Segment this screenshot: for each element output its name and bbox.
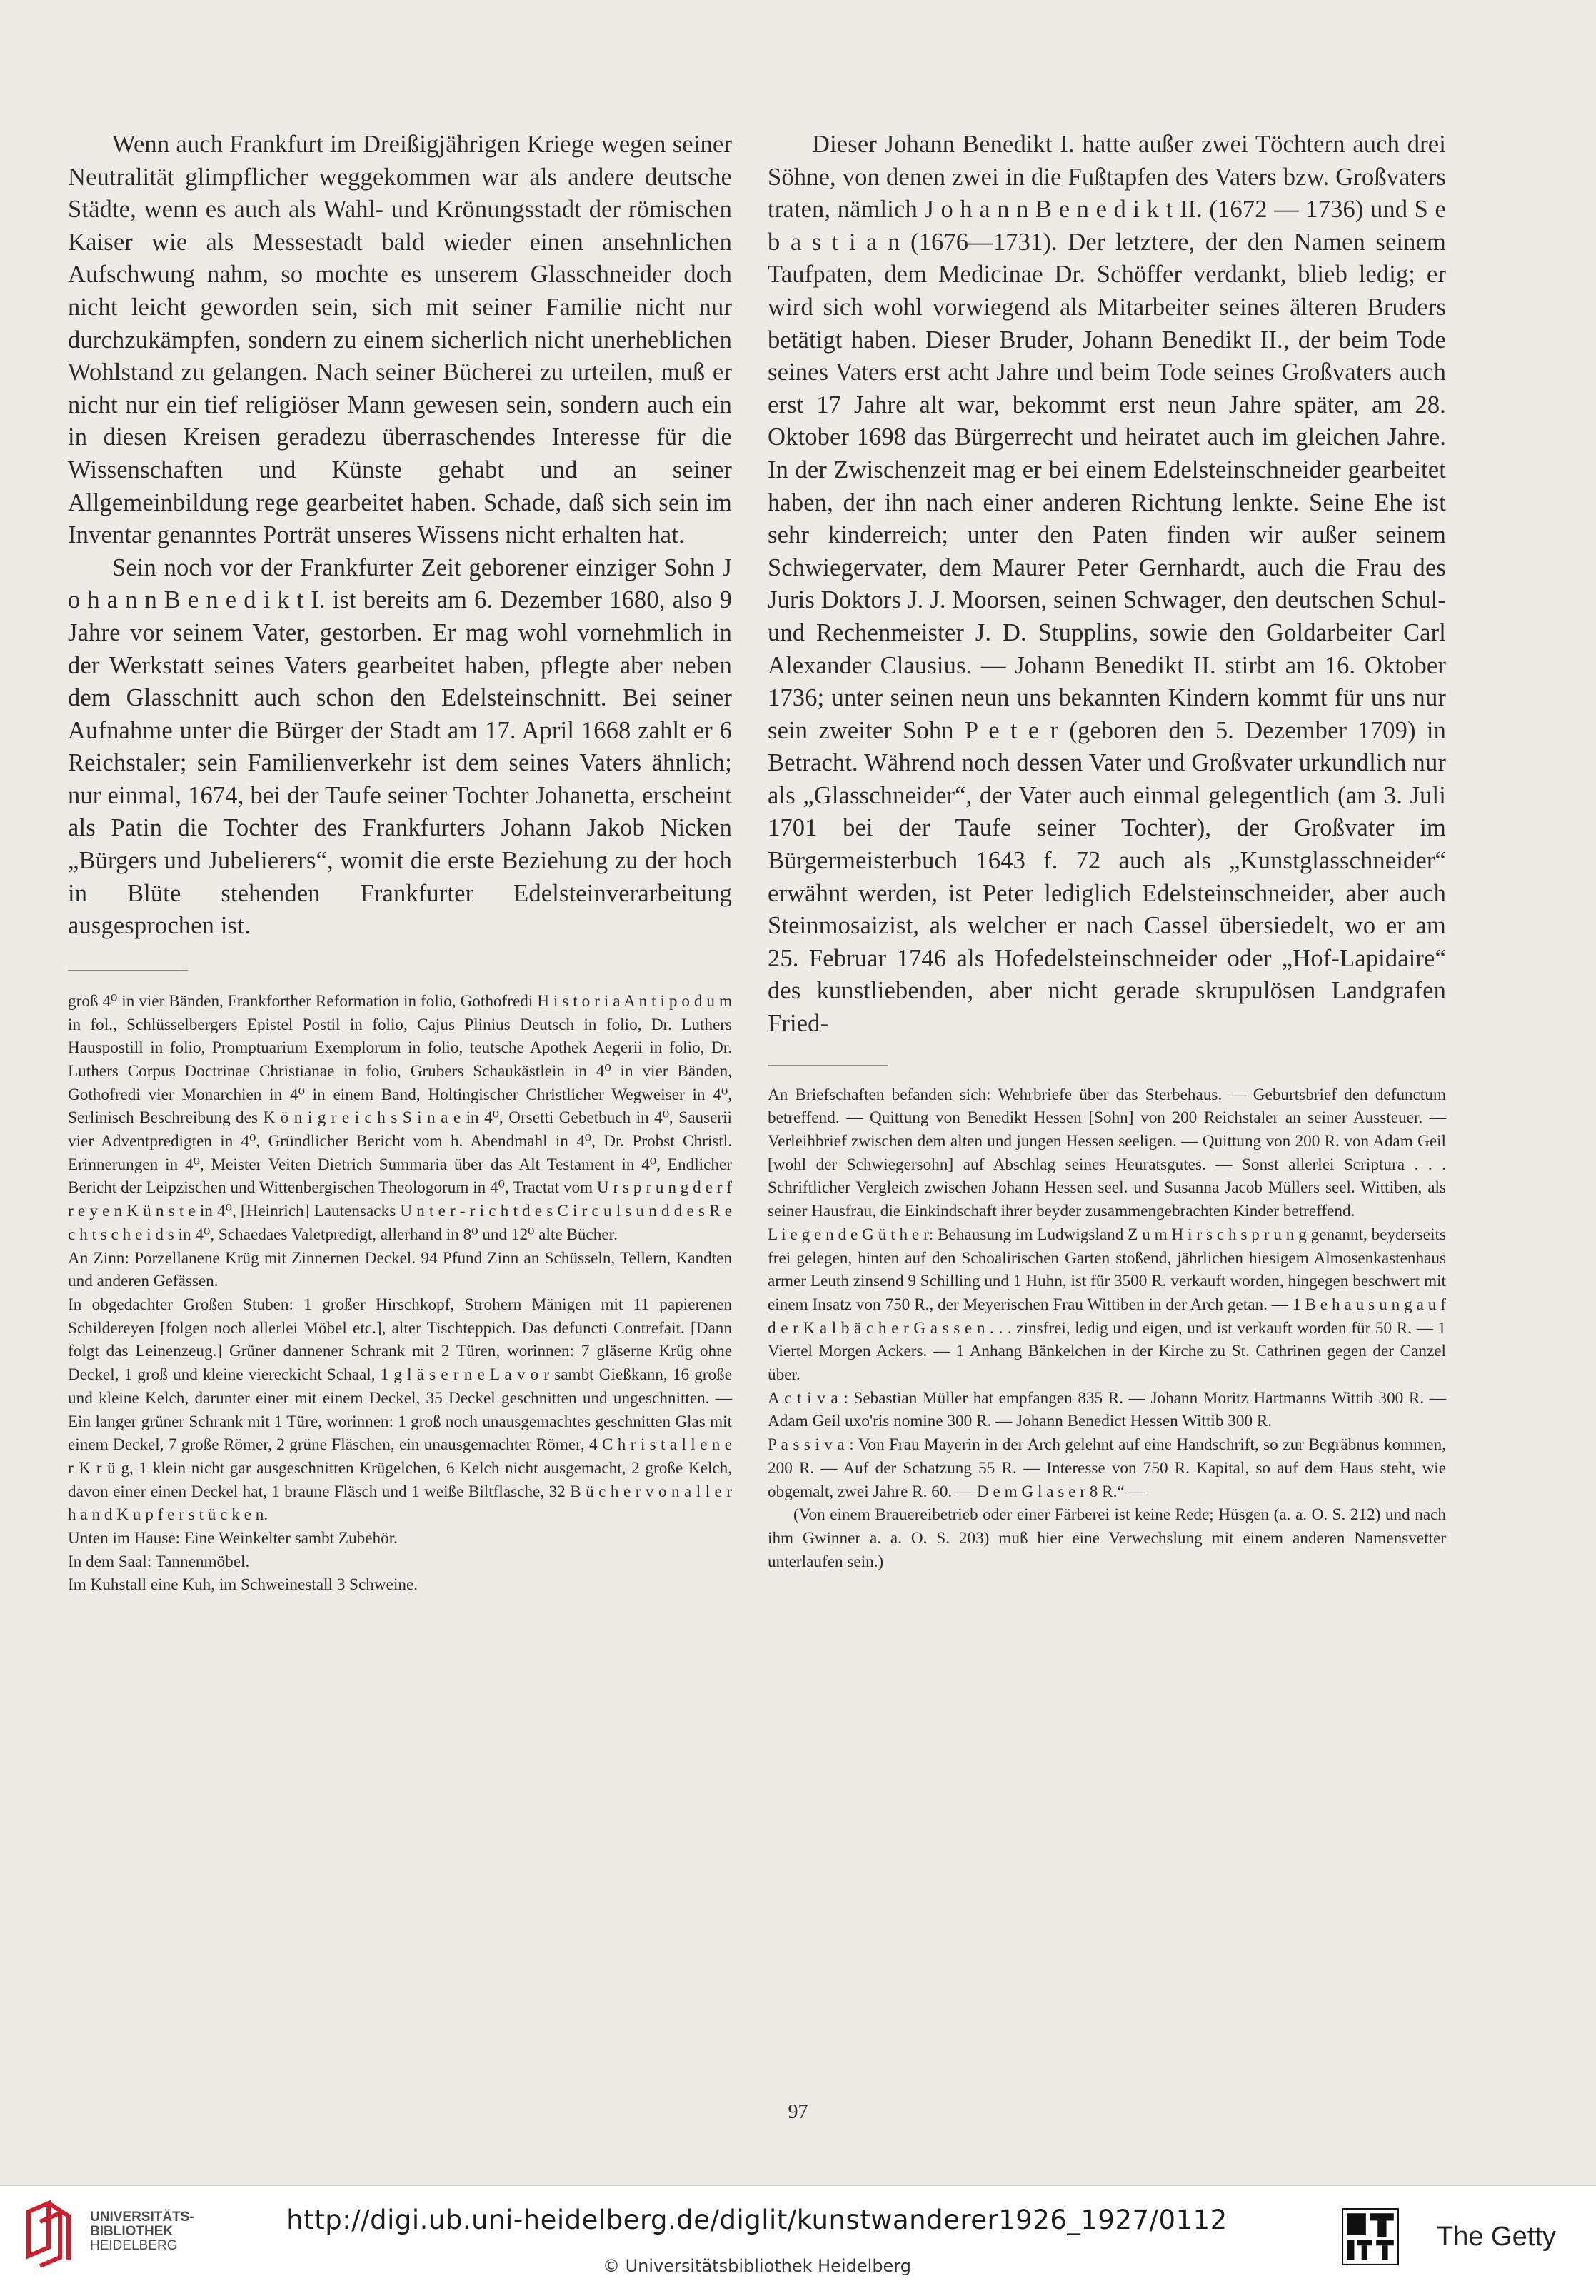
footnote: In obgedachter Großen Stuben: 1 großer Hirschkopf, Strohern Mänigen mit 11 papierenen Schildereyen [folgen noch allerlei Möbel etc.], alter Tischteppich. Das defuncti Contrefait. [Dann folgt das Leinenzeug.] Grüner dannener Schrank mit 2 Türen, worinnen: 7 gläserne Krüg ohne Deckel, 1 groß und kleine viereckicht Schaal, 1 g l ä s e r n e L a v o r sambt Gießkann, 16 große und kleine Kelch, darunter einer mit einem Deckel, 35 Deckel geschnitten und ungeschnitten. — Ein langer grüner Schrank mit 1 Türe, worinnen: 1 groß noch unausgemachtes geschnitten Glas mit einem Deckel, 7 große Römer, 2 grüne Fläschen, ein unausgemachter Römer, 4 C h r i s t a l l e n e r K r ü g, 1 klein nicht gar ausgeschnitten Krügelchen, 6 Kelch nicht ausgemacht, 2 große Kelch, davon einer einen Deckel hat, 1 braune Fläsch und 1 weiße Biltflasche, 32 B ü c h e r v o n a l l e r h a n d K u p f e r s t ü c k e n.	[68, 1295, 732, 1525]
permalink-url[interactable]: http://digi.ub.uni-heidelberg.de/diglit/kunstwanderer1926_1927/0112	[286, 2205, 1228, 2235]
library-name-line: BIBLIOTHEK	[90, 2224, 174, 2239]
copyright-notice: © Universitätsbibliothek Heidelberg	[602, 2256, 911, 2276]
paragraph: Sein noch vor der Frankfurter Zeit geborener einziger Sohn J o h a n n B e n e d i k t I. ist bereits am 6. Dezember 1680, also 9 Jahre vor seinem Vater, gestorben. Er mag wohl vornehmlich in der Werkstatt seines Vaters gearbeitet haben, pflegte aber neben dem Glasschnitt auch schon den Edelsteinschnitt. Bei seiner Aufnahme unter die Bürger der Stadt am 17. April 1668 zahlt er 6 Reichstaler; sein Familienverkehr ist dem seines Vaters ähnlich; nur einmal, 1674, bei der Taufe seiner Tochter Johanetta, erscheint als Patin die Tochter des Frankfurters Johann Jakob Nicken „Bürgers und Jubelierers“, womit die erste Beziehung zu der hoch in Blüte stehenden Frankfurter Edelsteinverarbeitung ausgesprochen ist.	[68, 553, 732, 940]
getty-wordmark: The Getty	[1437, 2222, 1556, 2252]
footnote: An Zinn: Porzellanene Krüg mit Zinnernen Deckel. 94 Pfund Zinn an Schüsseln, Tellern, Kandten und anderen Gefässen.	[68, 1248, 732, 1291]
paragraph: Dieser Johann Benedikt I. hatte außer zwei Töchtern auch drei Söhne, von denen zwei in die Fußtapfen des Vaters bzw. Großvaters traten, nämlich J o h a n n B e n e d i k t II. (1672 — 1736) und S e b a s t i a n (1676—1731). Der letztere, der den Namen seinem Taufpaten, dem Medicinae Dr. Schöffer verdankt, blieb ledig; er wird sich wohl vorwiegend als Mitarbeiter seines älteren Bruders betätigt haben. Dieser Bruder, Johann Benedikt II., der beim Tode seines Vaters erst acht Jahre und beim Tode seines Großvaters auch erst 17 Jahre alt war, bekommt erst neun Jahre später, am 28. Oktober 1698 das Bürgerrecht und heiratet auch im gleichen Jahre. In der Zwischenzeit mag er bei einem Edelsteinschneider gearbeitet haben, der ihn nach einer anderen Richtung lenkte. Seine Ehe ist sehr kinderreich; unter den Paten finden wir außer seinem Schwiegervater, dem Maurer Peter Gernhardt, auch die Frau des Juris Doktors J. J. Moorsen, seinen Schwager, den deutschen Schul- und Rechenmeister J. D. Stupplins, sowie den Goldarbeiter Carl Alexander Clausius. — Johann Benedikt II. stirbt am 16. Oktober 1736; unter seinen neun uns bekannten Kindern kommt für uns nur sein zweiter Sohn P e t e r (geboren den 5. Dezember 1709) in Betracht. Während noch dessen Vater und Großvater urkundlich nur als „Glasschneider“, der Vater auch einmal gelegentlich (am 3. Juli 1701 bei der Taufe seiner Tochter), der Großvater im Bürgermeisterbuch 1643 f. 72 auch als „Kunstglasschneider“ erwähnt werden, ist Peter lediglich Edelsteinschneider, aber auch Steinmosaizist, als welcher er nach Cassel übersiedelt, wo er am 25. Februar 1746 als Hofedelsteinschneider oder „Hof-Lapidaire“ des kunstliebenden, aber nicht gerade skrupulösen Landgrafen Fried-	[768, 131, 1446, 1038]
footer-bar	[0, 2185, 1596, 2296]
left-body-text	[68, 129, 732, 943]
footnote-separator	[68, 970, 188, 971]
footnote: groß 4⁰ in vier Bänden, Frankforther Reformation in folio, Gothofredi H i s t o r i a A n t i p o d u m in fol., Schlüsselbergers Epistel Postil in folio, Cajus Plinius Deutsch in folio, Dr. Luthers Hauspostill in folio, Promptuarium Exemplorum in folio, teutsche Apothek Aegerii in folio, Dr. Luthers Corpus Doctrinae Christianae in folio, Grubers Schaukästlein in 4⁰ in vier Bänden, Gothofredi vier Monarchien in 4⁰ in einem Band, Holtingischer Christlicher Wegweiser in 4⁰, Serlinisch Beschreibung des K ö n i g r e i c h s S i n a e in 4⁰, Orsetti Gebetbuch in 4⁰, Sauserii vier Adventpredigten in 4⁰, Gründlicher Bericht vom h. Abendmahl in 4⁰, Dr. Probst Christl. Erinnerungen in 4⁰, Meister Veiten Dietrich Summaria über das Alt Testament in 4⁰, Endlicher Bericht der Leipzischen und Wittenbergischen Theologorum in 4⁰, Tractat vom U r s p r u n g d e r f r e y e n K ü n s t e in 4⁰, [Heinrich] Lautensacks U n t e r - r i c h t d e s C i r c u l s u n d d e s R e c h t s c h e i d s in 4⁰, Schaedaes Valetpredigt, allerhand in 8⁰ und 12⁰ alte Bücher.	[68, 991, 732, 1244]
footnote: Unten im Hause: Eine Weinkelter sambt Zubehör.	[68, 1529, 398, 1548]
footnote: Im Kuhstall eine Kuh, im Schweinestall 3 Schweine.	[68, 1575, 418, 1595]
left-column	[68, 129, 732, 1597]
paragraph: Wenn auch Frankfurt im Dreißigjährigen Kriege wegen seiner Neutralität glimpflicher weggekommen war als andere deutsche Städte, wenn es auch als Wahl- und Krönungsstadt der römischen Kaiser wie als Messestadt bald wieder einen ansehnlichen Aufschwung nahm, so mochte es unserem Glasschneider doch nicht leicht geworden sein, sich mit seiner Familie nicht nur durchzukämpfen, sondern zu einem sicherlich nicht unerheblichen Wohlstand zu gelangen. Nach seiner Bücherei zu urteilen, muß er nicht nur ein tief religiöser Mann gewesen sein, sondern auch ein in diesen Kreisen geradezu überraschendes Interesse für die Wissenschaften und Künste gehabt und an seiner Allgemeinbildung rege gearbeitet haben. Schade, daß sich sein im Inventar genanntes Porträt unseres Wissens nicht erhalten hat.	[68, 131, 732, 549]
library-name-line: HEIDELBERG	[90, 2238, 178, 2253]
right-column	[768, 129, 1446, 1573]
page-number: 97	[788, 2101, 808, 2123]
footnote: In dem Saal: Tannenmöbel.	[68, 1552, 250, 1571]
footnote: A c t i v a : Sebastian Müller hat empfangen 835 R. — Johann Moritz Hartmanns Wittib 300 R. — Adam Geil uxo'ris nomine 300 R. — Johann Benedict Hessen Wittib 300 R.	[768, 1388, 1446, 1431]
library-name-line: UNIVERSITÄTS-	[90, 2210, 194, 2225]
right-footnotes	[768, 1083, 1446, 1574]
footnote: An Briefschaften befanden sich: Wehrbriefe über das Sterbehaus. — Geburtsbrief den defunctum betreffend. — Quittung von Benedikt Hessen [Sohn] von 200 Reichstaler an seiner Aussteuer. — Verleihbrief zwischen dem alten und jungen Hessen seeligen. — Quittung von 200 R. von Adam Geil [wohl der Schwiegersohn] auf Abschlag seines Heuratsgutes. — Sonst allerlei Scriptura . . . Schriftlicher Vergleich zwischen Johann Hessen seel. und Susanna Jacob Müllers seel. Wittiben, als seiner Hausfrau, die Einkindschaft ihrer beyder zusammengebrachten Kinder betreffend.	[768, 1085, 1446, 1221]
footnote: P a s s i v a : Von Frau Mayerin in der Arch gelehnt auf eine Handschrift, so zur Begräbnus kommen, 200 R. — Auf der Schatzung 55 R. — Interesse von 750 R. Kapital, so auf dem Haus steht, wie obgemalt, zwei Jahre R. 60. — D e m G l a s e r 8 R.“ —	[768, 1435, 1446, 1501]
footnote-separator	[768, 1065, 888, 1066]
getty-logo-icon	[1341, 2207, 1400, 2266]
footnote: L i e g e n d e G ü t h e r: Behausung im Ludwigsland Z u m H i r s c h s p r u n g genannt, beyderseits frei gelegen, hinten auf den Schoalirischen Garten stoßend, jährlichen hiesigem Almosenkastenhaus armer Leuth zinsend 9 Schilling und 1 Huhn, ist für 3500 R. verkauft worden, hingegen beschwert mit einem Insatz von 750 R., der Meyerischen Frau Wittiben in der Arch getan. — 1 B e h a u s u n g a u f d e r K a l b ä c h e r G a s s e n . . . zinsfrei, ledig und eigen, und ist verkauft worden für 50 R. — 1 Viertel Morgen Ackers. — 1 Anhang Bänkelchen in der Kirche zu St. Cathrinen gegen der Canzel über.	[768, 1225, 1446, 1385]
university-library-logo-icon	[16, 2197, 87, 2269]
footnote: (Von einem Brauereibetrieb oder einer Färberei ist keine Rede; Hüsgen (a. a. O. S. 212) und nach ihm Gwinner a. a. O. S. 203) muß hier eine Verwechslung mit einem anderen Namensvetter unterlaufen sein.)	[768, 1505, 1446, 1571]
right-body-text	[768, 129, 1446, 1041]
library-name	[90, 2210, 194, 2253]
left-footnotes	[68, 990, 732, 1597]
